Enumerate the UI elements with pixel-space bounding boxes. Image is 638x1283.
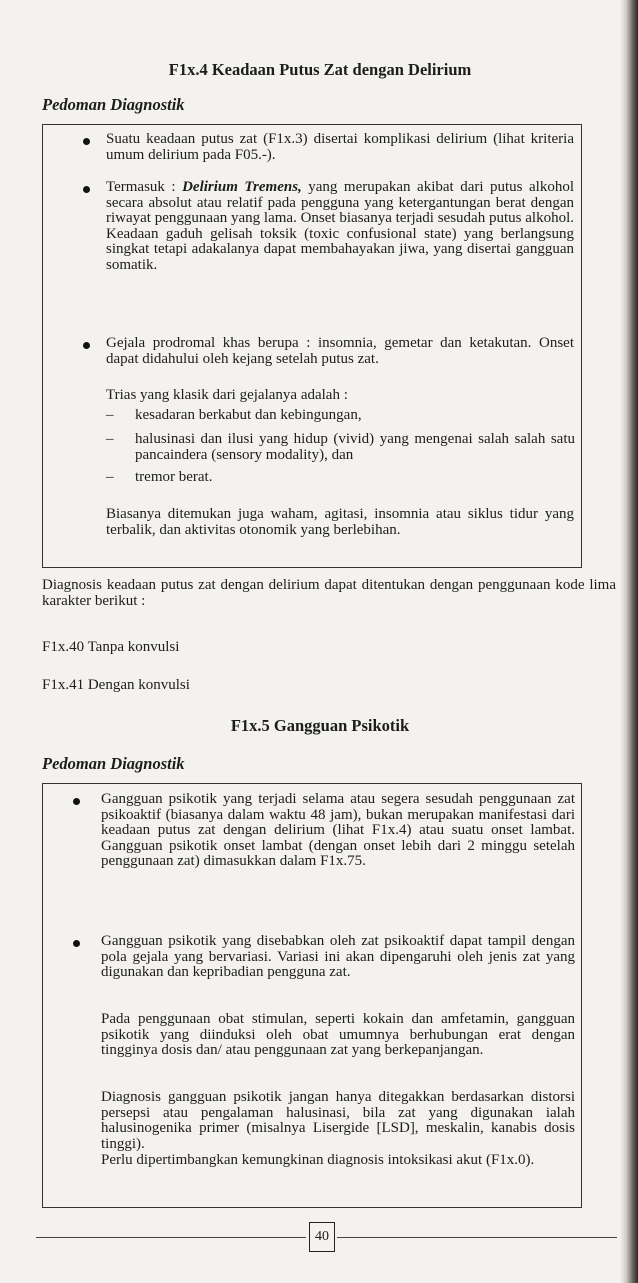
paragraph: Perlu dipertimbangkan kemungkinan diagnosis intoksikasi akut (F1x.0).: [101, 1152, 535, 1168]
guideline-item: Gejala prodromal khas berupa : insomnia, gemetar dan ketakutan. Onset dapat didahului oleh kejang setelah putus zat.: [106, 335, 574, 367]
bullet-icon: [73, 940, 80, 947]
trias-item: halusinasi dan ilusi yang hidup (vivid) yang mengenai salah salah satu pancaindera (sensory modality), dan: [135, 431, 575, 463]
page-number: 40: [309, 1222, 335, 1252]
page-edge-shadow: [620, 0, 638, 1283]
section-subhead-pedoman: Pedoman Diagnostik: [42, 754, 185, 773]
dash-marker: –: [106, 431, 114, 447]
emphasis-delirium-tremens: Delirium Tremens,: [182, 179, 302, 195]
code-item: F1x.40 Tanpa konvulsi: [42, 639, 180, 655]
dash-marker: –: [106, 407, 114, 423]
guideline-item: Suatu keadaan putus zat (F1x.3) disertai komplikasi delirium (lihat kriteria umum delirium pada F05.-).: [106, 131, 574, 163]
guideline-item-text: yang merupakan akibat dari putus alkohol secara absolut atau relatif pada pengguna yang ketergantungan berat dengan riwayat penggunaan yang lama. Onset biasanya terjadi sesudah putus alkohol. Keadaan gaduh gelisah toksik (toxic confusional state) yang berlangsung singkat tetapi adakalanya dapat membahayakan jiwa, yang disertai gangguan somatik.: [106, 179, 574, 273]
guideline-item-prefix: Termasuk :: [106, 179, 183, 195]
code-item: F1x.41 Dengan konvulsi: [42, 677, 190, 693]
section-heading-f1x4: F1x.4 Keadaan Putus Zat dengan Delirium: [168, 60, 472, 79]
trias-intro: Trias yang klasik dari gejalanya adalah :: [106, 387, 348, 403]
closing-paragraph: Biasanya ditemukan juga waham, agitasi, insomnia atau siklus tidur yang terbalik, dan aktivitas otonomik yang berlebihan.: [106, 506, 574, 538]
guideline-item: [106, 180, 574, 274]
bullet-icon: [83, 186, 90, 193]
guideline-item: Gangguan psikotik yang terjadi selama atau segera sesudah penggunaan zat psikoaktif (biasanya dalam waktu 48 jam), bukan merupakan manifestasi dari keadaan putus zat dengan delirium (lihat F1x.4) atau suatu onset lambat. Gangguan psikotik onset lambat (dengan onset lebih dari 2 minggu setelah penggunaan zat) dimasukkan dalam F1x.75.: [101, 791, 575, 870]
footer-rule-left: [36, 1237, 306, 1238]
section-subhead-pedoman: Pedoman Diagnostik: [42, 95, 185, 114]
section-heading-f1x5: F1x.5 Gangguan Psikotik: [230, 716, 410, 735]
footer-rule-right: [337, 1237, 617, 1238]
paragraph: Diagnosis gangguan psikotik jangan hanya ditegakkan berdasarkan distorsi persepsi atau pengalaman halusinasi, bila zat yang digunakan ialah halusinogenika primer (misalnya Lisergide [LSD], meskalin, kanabis dosis tinggi).: [101, 1089, 575, 1152]
bullet-icon: [73, 798, 80, 805]
paragraph: Pada penggunaan obat stimulan, seperti kokain dan amfetamin, gangguan psikotik yang diinduksi oleh obat umumnya berhubungan erat dengan tingginya dosis dan/ atau penggunaan zat yang berkepanjangan.: [101, 1011, 575, 1059]
bullet-icon: [83, 138, 90, 145]
codes-intro: Diagnosis keadaan putus zat dengan delirium dapat ditentukan dengan penggunaan kode lima karakter berikut :: [42, 577, 616, 609]
dash-marker: –: [106, 469, 114, 485]
bullet-icon: [83, 342, 90, 349]
trias-item: kesadaran berkabut dan kebingungan,: [135, 407, 362, 423]
guideline-item: Gangguan psikotik yang disebabkan oleh zat psikoaktif dapat tampil dengan pola gejala yang bervariasi. Variasi ini akan dipengaruhi oleh jenis zat yang digunakan dan kepribadian pengguna zat.: [101, 933, 575, 981]
trias-item: tremor berat.: [135, 469, 213, 485]
